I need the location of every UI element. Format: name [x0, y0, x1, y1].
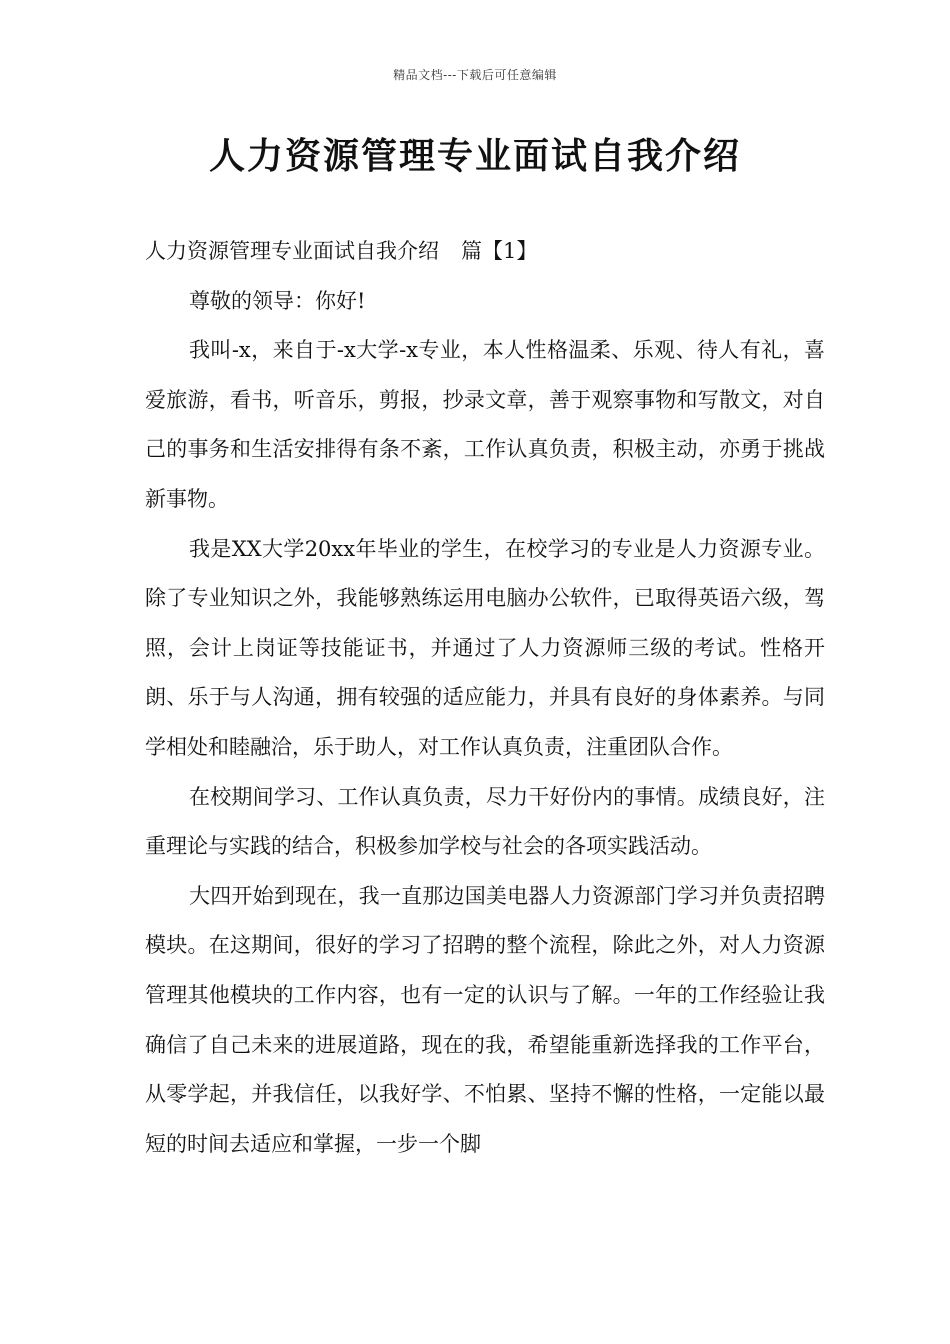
paragraph-campus: 在校期间学习、工作认真负责，尽力干好份内的事情。成绩良好，注重理论与实践的结合，积极参加学校与社会的各项实践活动。	[145, 784, 825, 859]
section-heading-text: 人力资源管理专业面试自我介绍	[145, 239, 439, 263]
paragraph-education: 我是XX大学20xx年毕业的学生，在校学习的专业是人力资源专业。 除了专业知识之外，我能够熟练运用电脑办公软件，已取得英语六级，驾照，会计上岗证等技能证书，并通过了人力资源师三级的考试。性格开朗、乐于与人沟通，拥有较强的适应能力，并具有良好的身体素养。与同学相处和睦融洽，乐于助人，对工作认真负责，注重团队合作。	[145, 536, 825, 759]
document-title: 人力资源管理专业面试自我介绍	[208, 136, 741, 177]
paragraph-experience: 大四开始到现在，我一直那边国美电器人力资源部门学习并负责招聘模块。在这期间，很好的学习了招聘的整个流程，除此之外，对人力资源管理其他模块的工作内容，也有一定的认识与了解。一年的工作经验让我确信了自己未来的进展道路，现在的我，希望能重新选择我的工作平台，从零学起，并我信任，以我好学、不怕累、坚持不懈的性格，一定能以最短的时间去适应和掌握，一步一个脚	[145, 883, 825, 1156]
section-heading	[145, 227, 825, 277]
document-body	[145, 227, 825, 1169]
paragraph-introduction: 我叫-x，来自于-x大学-x专业，本人性格温柔、乐观、待人有礼，喜爱旅游，看书，听音乐，剪报，抄录文章，善于观察事物和写散文，对自己的事务和生活安排得有条不紊，工作认真负责，积极主动，亦勇于挑战新事物。	[145, 338, 825, 511]
section-label: 篇【1】	[461, 239, 538, 263]
paragraph-greeting: 尊敬的领导：你好!	[189, 288, 366, 313]
header-note: 精品文档---下载后可任意编辑	[393, 68, 557, 82]
